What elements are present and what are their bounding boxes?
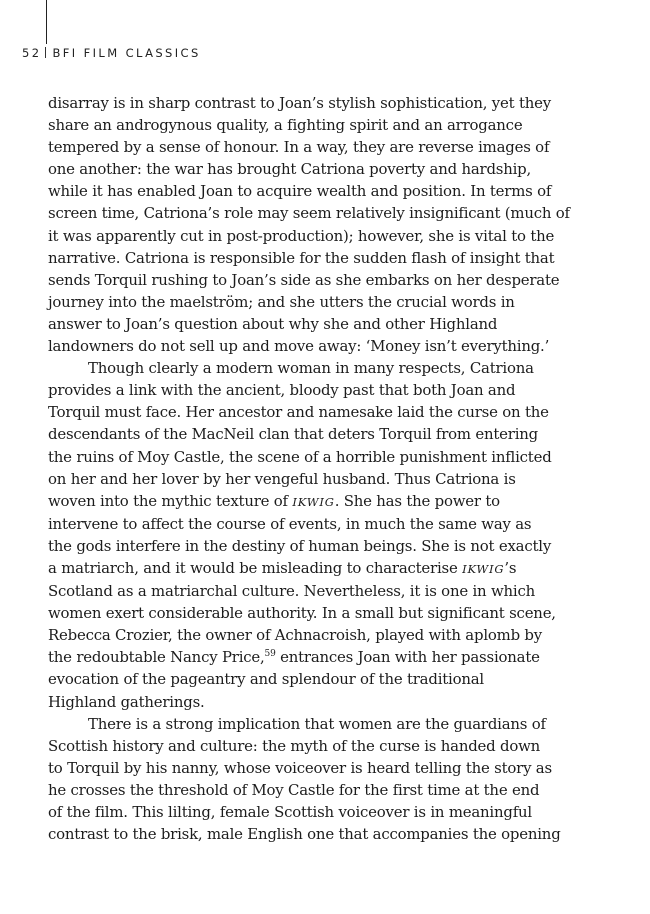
text-line: women exert considerable authority. In a small but significant scene, — [48, 604, 556, 623]
text-fragment: a matriarch, and it would be misleading to characterise — [48, 558, 463, 577]
text-line: of the film. This lilting, female Scottish voiceover is in meaningful — [48, 803, 532, 821]
text-line — [48, 646, 538, 668]
text-line: Rebecca Crozier, the owner of Achnacroish, played with aplomb by — [48, 626, 542, 645]
footnote-reference[interactable]: 59 — [264, 649, 276, 660]
text-line: sends Torquil rushing to Joan’s side as she embarks on her desperate — [48, 270, 560, 289]
text-line: it was apparently cut in post-production); however, she is vital to the — [48, 226, 555, 245]
text-line: Scotland as a matriarchal culture. Nevertheless, it is one in which — [48, 582, 535, 601]
text-line: the ruins of Moy Castle, the scene of a horrible punishment inflicted — [48, 447, 552, 466]
paragraph-1 — [48, 92, 570, 357]
text-line: Scottish history and culture: the myth of the curse is handed down — [48, 736, 541, 755]
text-line: screen time, Catriona’s role may seem relatively insignificant (much of — [48, 204, 570, 223]
film-title-abbrev: IKWIG — [462, 561, 505, 576]
paragraph-3 — [48, 713, 561, 846]
text-line: to Torquil by his nanny, whose voiceover is heard telling the story as — [48, 758, 552, 777]
text-line: contrast to the brisk, male English one that accompanies the opening — [48, 825, 561, 844]
page-number: 52 — [22, 46, 42, 60]
text-line: landowners do not sell up and move away: ‘Money isn’t everything.’ — [48, 337, 550, 356]
text-fragment: ’s — [504, 558, 517, 577]
text-line — [48, 557, 538, 580]
film-title-abbrev: IKWIG — [292, 494, 335, 509]
text-line: intervene to affect the course of events, in much the same way as — [48, 514, 532, 533]
text-line: Torquil must face. Her ancestor and namesake laid the curse on the — [48, 403, 549, 422]
text-line: There is a strong implication that women are the guardians of — [88, 714, 546, 733]
text-line: provides a link with the ancient, bloody past that both Joan and — [48, 381, 516, 400]
text-line: Though clearly a modern woman in many respects, Catriona — [88, 359, 534, 378]
text-line: answer to Joan’s question about why she and other Highland — [48, 314, 498, 333]
text-line: descendants of the MacNeil clan that deters Torquil from entering — [48, 425, 538, 444]
text-fragment: woven into the mythic texture of — [48, 491, 293, 510]
text-line: while it has enabled Joan to acquire wealth and position. In terms of — [48, 182, 552, 201]
text-fragment: . She has the power to — [334, 491, 500, 510]
text-line: disarray is in sharp contrast to Joan’s stylish sophistication, yet they — [48, 94, 551, 112]
header-rule — [46, 0, 47, 44]
text-line: Highland gatherings. — [48, 692, 205, 711]
text-line: tempered by a sense of honour. In a way, they are reverse images of — [48, 138, 550, 157]
text-fragment: entrances Joan with her passionate — [275, 648, 540, 667]
text-line — [48, 490, 538, 513]
text-line: journey into the maelström; and she utters the crucial words in — [48, 292, 515, 311]
paragraph-2 — [48, 357, 556, 713]
text-line: he crosses the threshold of Moy Castle for the first time at the end — [48, 780, 540, 799]
body-text — [48, 92, 570, 845]
text-line: the gods interfere in the destiny of human beings. She is not exactly — [48, 536, 552, 555]
text-line: one another: the war has brought Catriona poverty and hardship, — [48, 160, 532, 179]
header-separator — [45, 47, 46, 58]
text-fragment: the redoubtable Nancy Price, — [48, 648, 265, 667]
text-line: share an androgynous quality, a fighting spirit and an arrogance — [48, 116, 523, 135]
text-line: on her and her lover by her vengeful husband. Thus Catriona is — [48, 469, 516, 488]
text-line: narrative. Catriona is responsible for the sudden flash of insight that — [48, 248, 555, 267]
running-head — [22, 46, 201, 60]
series-title: BFI FILM CLASSICS — [52, 46, 201, 60]
text-line: evocation of the pageantry and splendour of the traditional — [48, 670, 484, 689]
